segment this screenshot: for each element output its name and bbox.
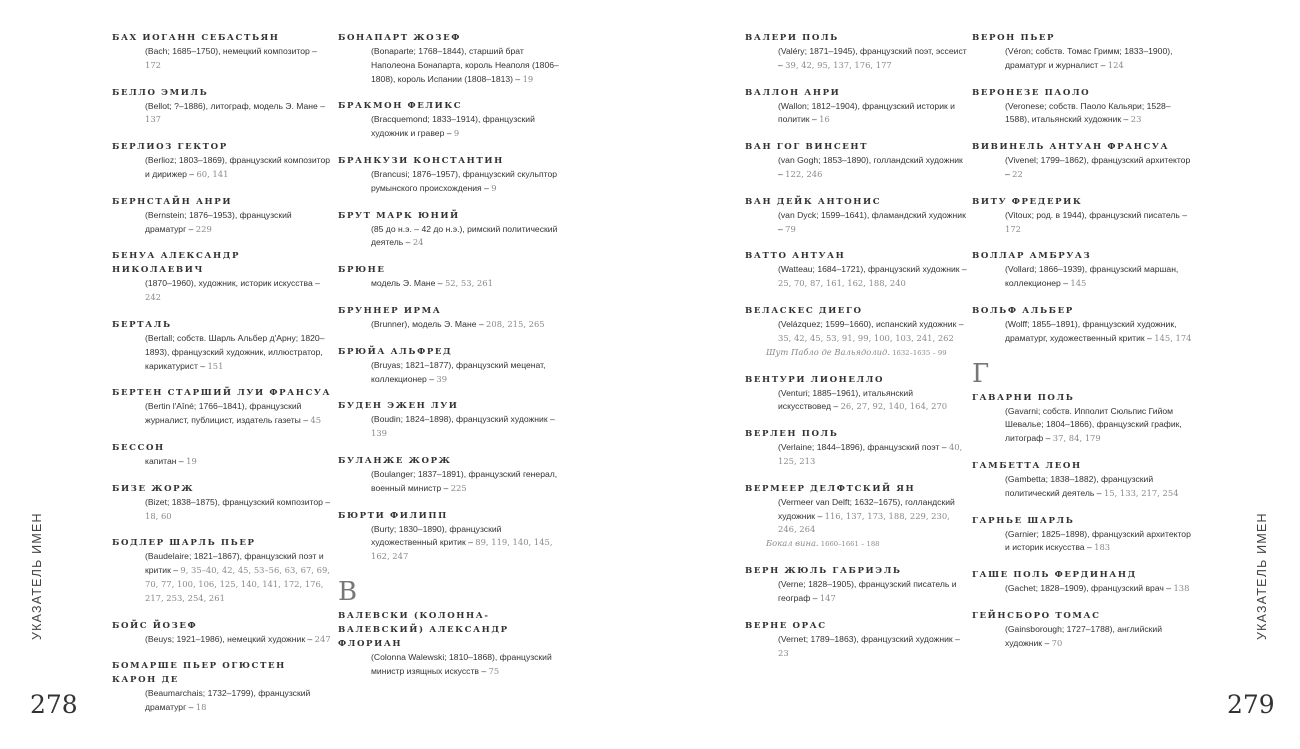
entry-description [112,209,334,237]
entry-description [338,651,560,679]
entry-pages: 242 [145,292,161,303]
entry-text: (Véron; собств. Томас Гримм; 1833–1900), драматург и журналист – [1005,46,1173,70]
entry-name: ВЕЛАСКЕС ДИЕГО [745,305,863,316]
entry-description [972,100,1194,128]
index-entry [112,482,334,524]
entry-text: (Bernstein; 1876–1953), французский драматург – [145,209,292,234]
artwork-dates: 1660–1661 – 188 [818,540,880,549]
index-entry [972,140,1194,182]
entry-pages: 183 [1094,542,1111,553]
entry-description [112,332,334,373]
entry-pages: 122, 246 [785,168,823,179]
entry-description [972,473,1194,501]
index-entry [112,441,334,469]
index-entry [112,140,334,182]
entry-pages: 39 [436,373,448,384]
entry-name: БЕРТЕН СТАРШИЙ ЛУИ ФРАНСУА [112,388,332,399]
entry-description [972,45,1194,73]
index-entry [338,609,560,679]
entry-name: БЕЛЛО ЭМИЛЬ [112,87,209,98]
entry-pages: 23 [778,647,789,658]
entry-text: (Vitoux; род. в 1944), французский писатель – [1005,209,1188,220]
index-entry [745,249,967,291]
entry-pages: 137 [145,114,161,125]
entry-pages: 22 [1012,168,1023,179]
entry-text: (Venturi; 1885–1961), итальянский искусствовед – [778,387,914,412]
entry-name: БОМАРШЕ ПЬЕР ОГЮСТЕН КАРОН ДЕ [112,661,286,686]
entry-name: ВАН ГОГ ВИНСЕНТ [745,142,869,153]
entry-description [972,582,1194,596]
entry-text: (Verne; 1828–1905), французский писатель и географ – [778,579,957,603]
index-entry [112,536,334,605]
index-entry [112,249,334,305]
entry-pages: 19 [522,73,534,84]
entry-text: (Vivenel; 1799–1862), французский архитектор – [1005,155,1191,179]
index-entry [972,86,1194,128]
index-column-4 [972,31,1194,664]
entry-name: БЕРНСТАЙН АНРИ [112,196,233,207]
entry-pages: 145, 174 [1154,332,1192,343]
entry-description [745,441,967,469]
artwork-dates: 1632–1635 – 99 [890,348,947,357]
index-entry [338,263,560,291]
entry-description [745,263,967,291]
entry-text: (Boudin; 1824–1898), французский художник – [371,414,555,425]
entry-description [972,318,1194,346]
index-entry [112,386,334,428]
index-entry [745,427,967,469]
entry-pages: 124 [1107,59,1124,70]
entry-text: (Bertin l'Aîné; 1766–1841), французский журналист, публицист, издатель газеты – [145,401,311,426]
index-entry [972,31,1194,73]
entry-name: ВЕРМЕЕР ДЕЛФТСКИЙ ЯН [745,483,916,494]
entry-description [112,100,334,128]
entry-text: (Watteau; 1684–1721), французский художник – [778,264,967,275]
entry-pages: 23 [1130,114,1142,125]
artwork-title: Бокал вина. [766,538,819,549]
entry-name: БРУННЕР ИРМА [338,305,442,316]
entry-text: (Velázquez; 1599–1660), испанский художник – [778,318,964,329]
entry-name: ГАМБЕТТА ЛЕОН [972,460,1082,471]
entry-description [338,523,560,564]
entry-description [338,359,560,387]
index-entry [338,399,560,441]
entry-text: (Gachet; 1828–1909), французский врач – [1005,583,1174,594]
entry-text: (Beaumarchais; 1732–1799), французский драматург – [145,688,311,713]
entry-pages: 116, 137, 173, 188, 229, 230, 246, 264 [778,510,950,535]
entry-text: (Brunner), модель Э. Мане – [371,318,487,329]
index-entry [112,195,334,237]
entry-text: (Bizet; 1838–1875), французский композитор – [145,496,331,507]
entry-pages: 39, 42, 95, 137, 176, 177 [785,59,892,70]
entry-text: (Wallon; 1812–1904), французский историк и политик – [778,100,955,125]
entry-name: БОЙС ЙОЗЕФ [112,620,198,631]
entry-pages: 229 [195,223,212,234]
index-entry [972,249,1194,291]
entry-text: (Garnier; 1825–1898), французский архитектор и историк искусства – [1005,528,1191,553]
entry-text: (Bertall; собств. Шарль Альбер д'Арну; 1820–1893), французский художник, иллюстратор, карикатурист – [145,332,325,371]
entry-name: ГАВАРНИ ПОЛЬ [972,392,1075,403]
entry-text: (Bracquemond; 1833–1914), французский художник и гравер – [371,114,535,139]
entry-text: (van Dyck; 1599–1641), фламандский художник – [778,209,966,234]
entry-description [338,168,560,196]
entry-text: (Gainsborough; 1727–1788), английский художник – [1005,623,1163,648]
index-entry [338,304,560,332]
index-column-3 [745,31,967,673]
entry-text: (Veronese; собств. Паоло Кальяри; 1528–1588), итальянский художник – [1005,100,1171,125]
left-side-label: УКАЗАТЕЛЬ ИМЕН [30,512,44,640]
index-entry [745,140,967,182]
entry-description [745,578,967,606]
entry-pages: 9 [491,182,497,193]
index-entry [972,304,1194,346]
index-entry [745,619,967,661]
entry-pages: 147 [819,592,836,603]
index-column-2 [338,31,560,692]
entry-pages: 18 [195,702,207,713]
entry-pages: 208, 215, 265 [486,318,545,329]
index-entry [745,86,967,128]
entry-description [745,100,967,128]
entry-name: БЕРЛИОЗ ГЕКТОР [112,142,228,153]
entry-name: ВЕРНЕ ОРАС [745,620,827,631]
entry-text: (van Gogh; 1853–1890), голландский художник – [778,155,963,179]
entry-description [112,455,334,469]
index-entry [745,373,967,415]
index-entry [972,195,1194,237]
entry-pages: 247 [314,633,331,644]
entry-text: (Berlioz; 1803–1869), французский композитор и дирижер – [145,155,331,179]
entry-text: (Vermeer van Delft; 1632–1675), голландский художник – [778,496,955,521]
entry-description [972,528,1194,556]
entry-text: (Gavarni; собств. Ипполит Сюльпис Гийом Шевалье; 1804–1866), французский график, литограф – [1005,405,1182,444]
entry-name: ВИТУ ФРЕДЕРИК [972,196,1083,207]
entry-name: ГЕЙНСБОРО ТОМАС [972,610,1101,621]
left-page-number: 278 [30,690,78,719]
entry-pages: 52, 53, 261 [444,278,493,289]
entry-description [338,318,560,332]
entry-description [338,113,560,141]
section-letter: В [338,576,358,607]
entry-name: БРАНКУЗИ КОНСТАНТИН [338,155,504,166]
entry-name: БЕССОН [112,442,165,453]
entry-description [112,45,334,73]
entry-name: ВАН ДЕЙК АНТОНИС [745,196,882,207]
entry-description [338,223,560,251]
entry-description [112,154,334,182]
entry-pages: 89, 119, 140, 145, 162, 247 [371,537,553,562]
index-entry [112,659,334,715]
entry-name: ВЕРЛЕН ПОЛЬ [745,429,839,440]
entry-text: (Brancusi; 1876–1957), французский скульптор румынского происхождения – [371,168,558,193]
index-entry [338,209,560,251]
entry-name: ВЕРН ЖЮЛЬ ГАБРИЭЛЬ [745,566,902,577]
entry-description [338,413,560,441]
entry-description [112,687,334,715]
entry-name: БРУТ МАРК ЮНИЙ [338,210,460,221]
entry-pages: 24 [412,237,424,248]
entry-name: БЕНУА АЛЕКСАНДР НИКОЛАЕВИЧ [112,251,241,276]
index-entry [112,86,334,128]
index-column-1 [112,31,334,728]
entry-text: капитан – [145,455,187,466]
entry-text: (Bruyas; 1821–1877), французский меценат, коллекционер – [371,359,546,384]
entry-pages: 70 [1051,637,1063,648]
entry-text: (Vollard; 1866–1939), французский маршан, коллекционер – [1005,264,1179,289]
entry-name: ВАЛЛОН АНРИ [745,87,841,98]
index-entry [338,454,560,496]
entry-pages: 145 [1070,278,1087,289]
index-entry [972,459,1194,501]
entry-text: модель Э. Мане – [371,278,445,289]
index-entry [112,31,334,73]
entry-pages: 19 [186,455,197,466]
entry-description [745,496,967,537]
entry-pages: 45 [310,415,322,426]
entry-description [745,154,967,182]
right-page-number: 279 [1227,690,1275,719]
entry-name: БОНАПАРТ ЖОЗЕФ [338,33,461,43]
entry-description [972,209,1194,237]
entry-name: ВОЛЛАР АМБРУАЗ [972,251,1092,262]
entry-text: (Burty; 1830–1890), французский художественный критик – [371,523,502,548]
entry-text: (Vernet; 1789–1863), французский художник – [778,633,960,644]
entry-description [112,400,334,428]
entry-pages: 75 [488,665,500,676]
entry-text: (Beuys; 1921–1986), немецкий художник – [145,633,315,644]
entry-description [338,45,560,86]
entry-pages: 26, 27, 92, 140, 164, 270 [840,401,948,412]
index-entry [745,195,967,237]
entry-name: БРЮНЕ [338,265,386,276]
entry-pages: 9, 35–40, 42, 45, 53–56, 63, 67, 69, 70, 77, 100, 106, 125, 140, 141, 172, 176, 217, 253, 254, 261 [145,565,330,603]
entry-name: ВАТТО АНТУАН [745,251,846,262]
entry-name: ВИВИНЕЛЬ АНТУАН ФРАНСУА [972,142,1170,153]
entry-pages: 172 [1005,223,1021,234]
artwork-title: Шут Пабло де Вальядолид. [766,346,891,357]
entry-name: ВОЛЬФ АЛЬБЕР [972,305,1074,316]
entry-text: (1870–1960), художник, историк искусства – [145,278,320,289]
entry-pages: 18, 60 [145,510,172,521]
entry-description [745,387,967,415]
entry-name: БИЗЕ ЖОРЖ [112,483,195,494]
index-entry [338,509,560,564]
entry-name: БОДЛЕР ШАРЛЬ ПЬЕР [112,538,256,549]
entry-name: ВЕРОН ПЬЕР [972,33,1056,43]
entry-pages: 172 [145,59,161,70]
entry-name: БЮРТИ ФИЛИПП [338,510,448,521]
index-entry [972,514,1194,556]
entry-pages: 151 [207,360,224,371]
entry-text: (Gambetta; 1838–1882), французский политический деятель – [1005,473,1154,498]
entry-pages: 225 [450,482,467,493]
entry-text: (85 до н.э. – 42 до н.э.), римский политический деятель – [371,223,558,248]
entry-description [745,318,967,346]
entry-description [112,550,334,605]
entry-name: БУДЕН ЭЖЕН ЛУИ [338,401,459,412]
entry-pages: 40, 125, 213 [778,442,963,466]
index-entry [338,99,560,141]
entry-name: БЕРТАЛЬ [112,319,172,330]
entry-description [338,468,560,496]
index-entry [338,154,560,196]
entry-description [112,633,334,647]
entry-name: ВАЛЕВСКИ (КОЛОННА-ВАЛЕВСКИЙ) АЛЕКСАНДР ФЛОРИАН [338,610,509,649]
entry-text: (Colonna Walewski; 1810–1868), французский министр изящных искусств – [371,651,552,676]
entry-pages: 25, 70, 87, 161, 162, 188, 240 [778,278,906,289]
entry-pages: 37, 84, 179 [1052,433,1101,444]
index-entry [745,482,967,551]
entry-description [338,277,560,291]
entry-description [972,263,1194,291]
entry-name: БРЮЙА АЛЬФРЕД [338,346,453,357]
entry-pages: 60, 141 [196,168,229,179]
entry-pages: 16 [819,114,830,125]
entry-name: ВАЛЕРИ ПОЛЬ [745,33,839,43]
entry-description [112,496,334,524]
index-entry [338,31,560,86]
index-entry [745,304,967,360]
entry-name: ГАРНЬЕ ШАРЛЬ [972,515,1075,526]
entry-pages: 139 [371,428,387,439]
index-entry [745,564,967,606]
index-entry [745,31,967,73]
index-entry [972,391,1194,446]
entry-description [972,154,1194,182]
entry-pages: 35, 42, 45, 53, 91, 99, 100, 103, 241, 262 [778,332,954,343]
artwork-note [745,537,967,551]
entry-description [112,277,334,305]
artwork-note [745,346,967,360]
section-letter: Г [972,358,990,389]
entry-description [745,633,967,661]
entry-text: (Bach; 1685–1750), немецкий композитор – [145,46,317,56]
entry-name: БУЛАНЖЕ ЖОРЖ [338,455,452,466]
index-entry [338,345,560,387]
entry-description [972,405,1194,446]
entry-description [972,623,1194,651]
entry-name: БРАКМОН ФЕЛИКС [338,101,463,112]
entry-text: (Bonaparte; 1768–1844), старший брат Наполеона Бонапарта, король Неаполя (1806– 1808), король Испании (1808–1813) – [371,46,559,84]
right-side-label: УКАЗАТЕЛЬ ИМЕН [1255,512,1269,640]
entry-text: (Verlaine; 1844–1896), французский поэт – [778,442,949,453]
entry-pages: 138 [1173,583,1190,594]
entry-text: (Boulanger; 1837–1891), французский генерал, военный министр – [371,468,558,493]
index-entry [112,318,334,373]
entry-pages: 79 [785,223,796,234]
entry-text: (Baudelaire; 1821–1867), французский поэт и критик – [145,551,324,576]
entry-pages: 9 [453,128,460,139]
entry-pages: 15, 133, 217, 254 [1103,487,1179,498]
entry-description [745,45,967,73]
entry-text: (Bellot; ?–1886), литограф, модель Э. Мане – [145,100,325,111]
entry-name: ВЕНТУРИ ЛИОНЕЛЛО [745,374,885,385]
entry-description [745,209,967,237]
entry-name: ГАШЕ ПОЛЬ ФЕРДИНАНД [972,570,1137,581]
index-entry [972,609,1194,651]
entry-name: БАХ ИОГАНН СЕБАСТЬЯН [112,33,280,43]
entry-name: ВЕРОНЕЗЕ ПАОЛО [972,87,1091,98]
index-entry [972,568,1194,596]
entry-text: (Valéry; 1871–1945), французский поэт, эссеист – [778,46,967,70]
entry-text: (Wolff; 1855–1891), французский художник, драматург, художественный критик – [1005,318,1177,343]
index-entry [112,619,334,647]
